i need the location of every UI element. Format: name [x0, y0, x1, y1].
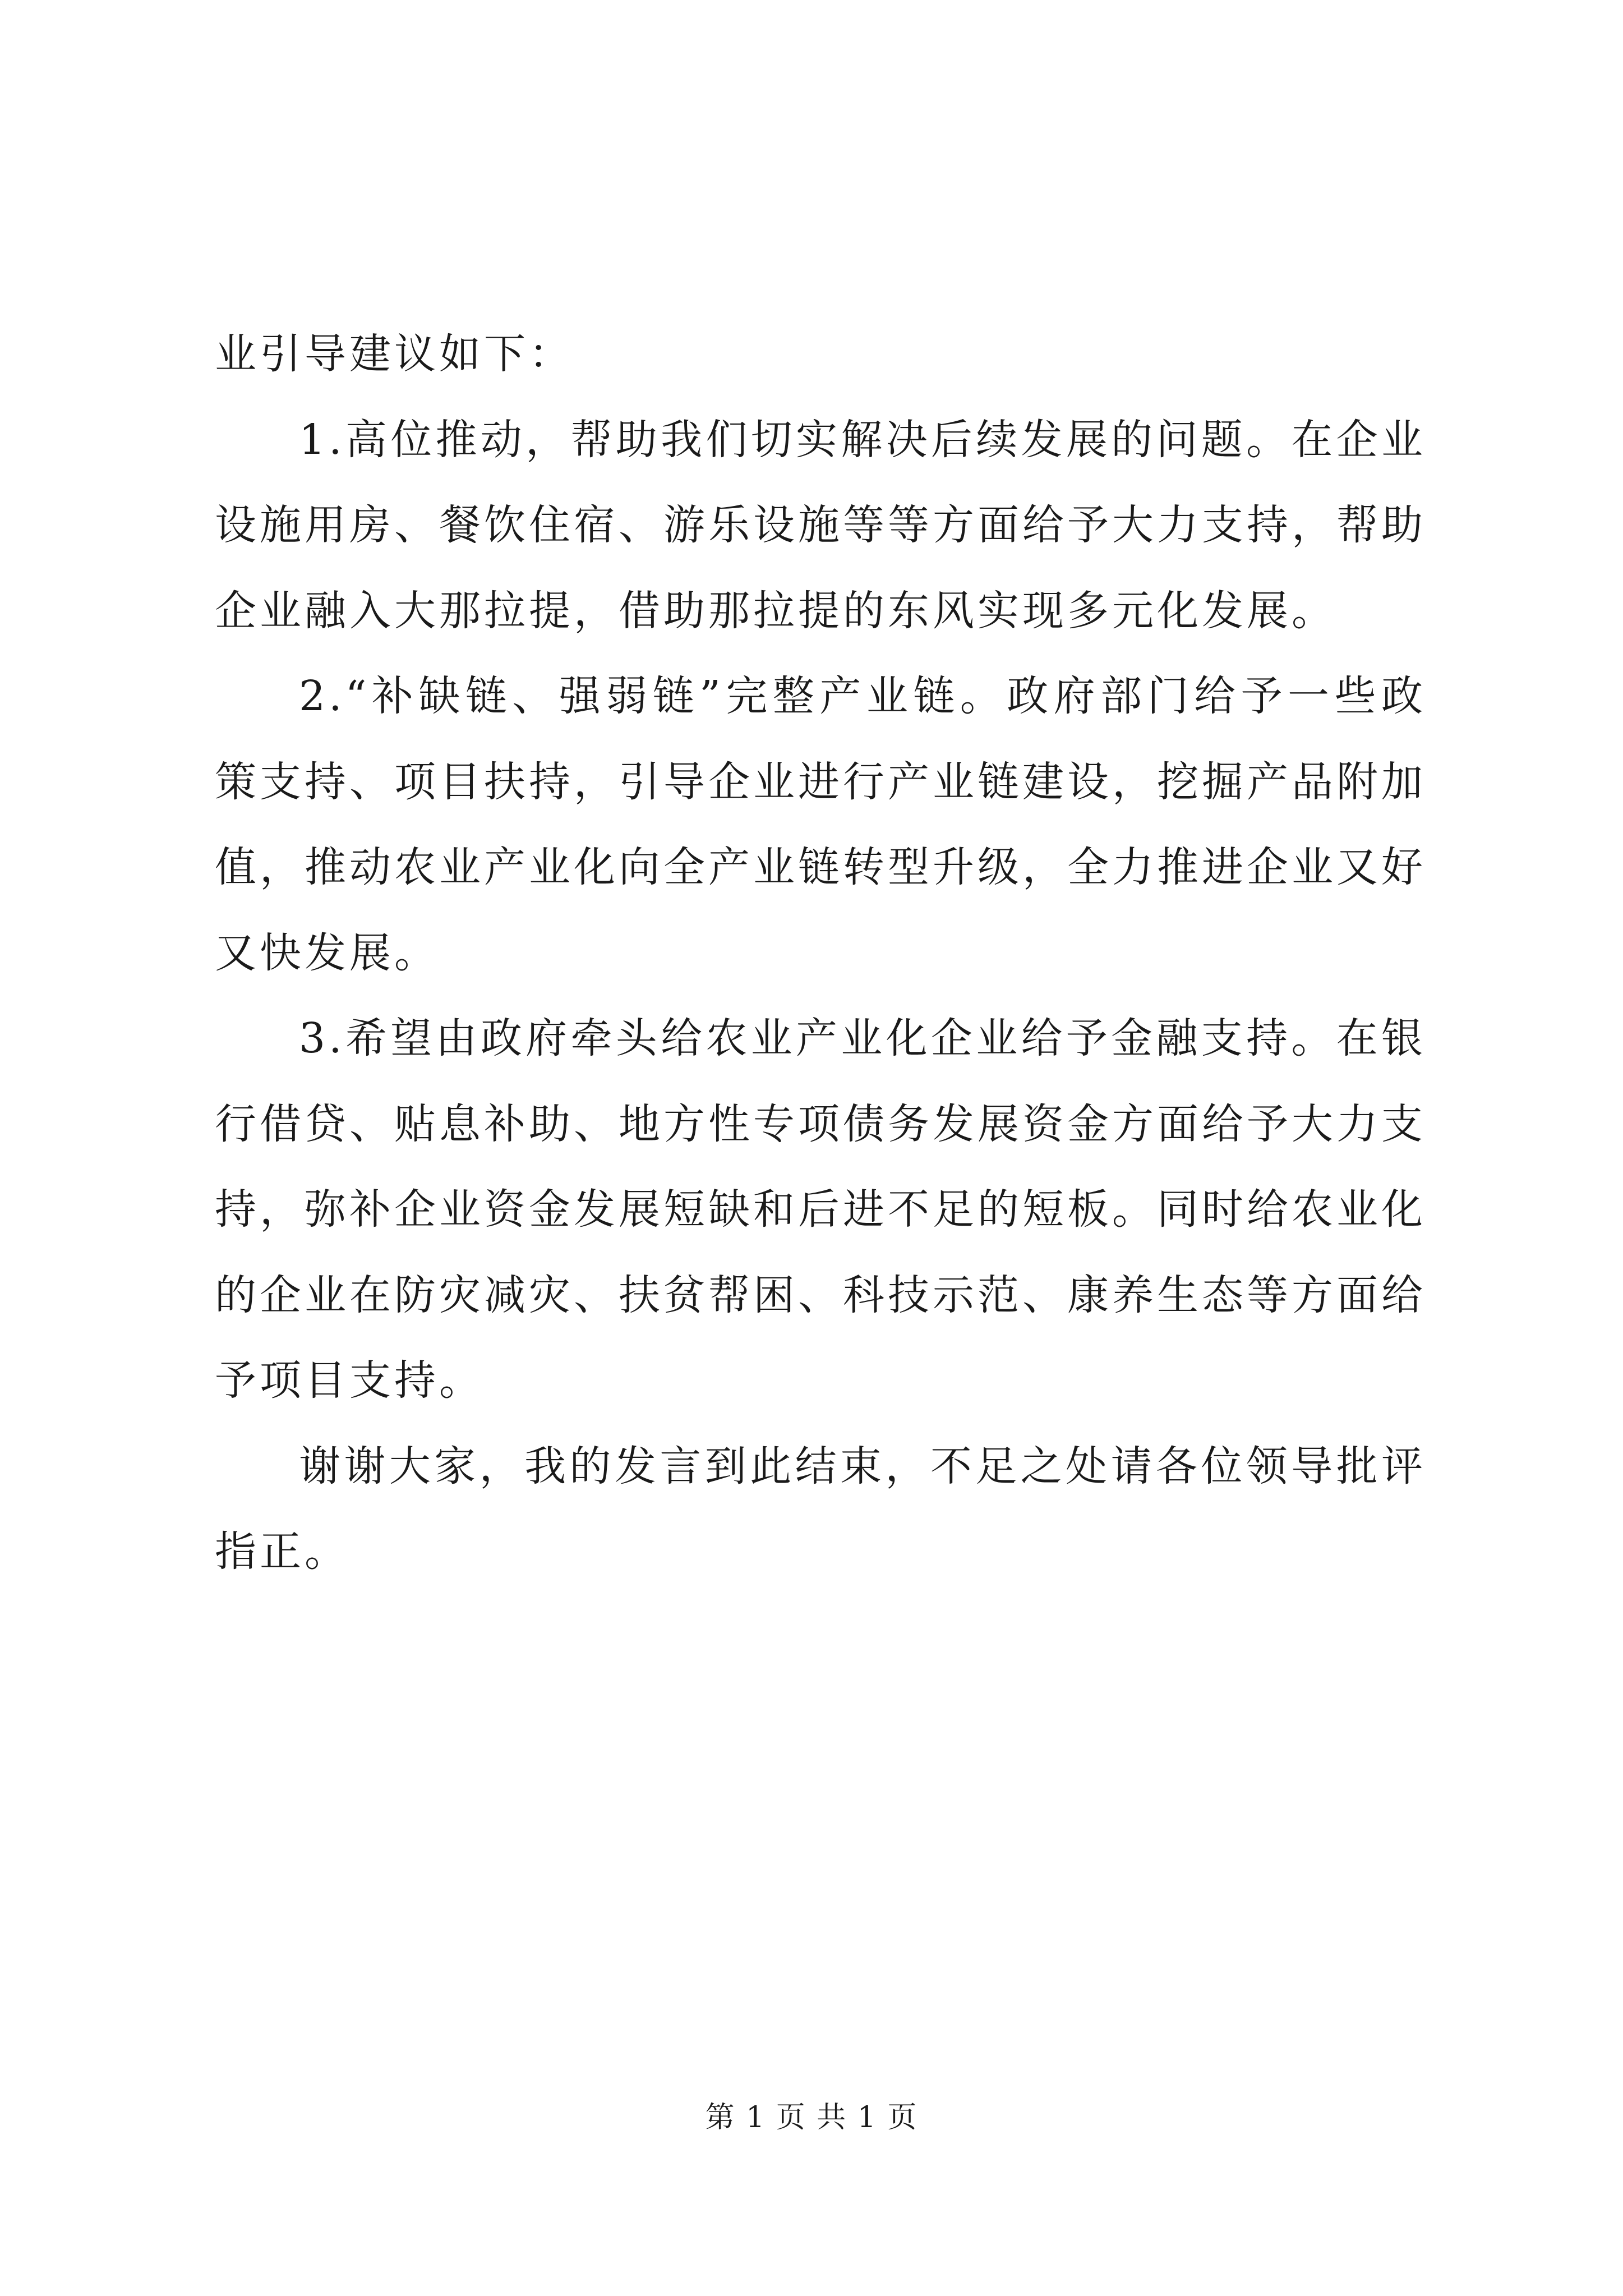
paragraph-closing: 谢谢大家，我的发言到此结束，不足之处请各位领导批评指正。 — [215, 1442, 1426, 1576]
paragraph-suggestion-2: 2.“补缺链、强弱链”完整产业链。政府部门给予一些政策支持、项目扶持，引导企业进行产业链建设，挖掘产品附加值，推动农业产业化向全产业链转型升级，全力推进企业又好又快发展。 — [215, 672, 1426, 977]
document-body — [215, 311, 1426, 1595]
page-number-footer: 第 1 页 共 1 页 — [705, 2101, 918, 2134]
paragraph-intro: 业引导建议如下： — [215, 330, 574, 378]
paragraph-suggestion-1: 1.高位推动，帮助我们切实解决后续发展的问题。在企业设施用房、餐饮住宿、游乐设施等等方面给予大力支持，帮助企业融入大那拉提，借助那拉提的东风实现多元化发展。 — [215, 415, 1426, 635]
paragraph-suggestion-3: 3.希望由政府牵头给农业产业化企业给予金融支持。在银行借贷、贴息补助、地方性专项债务发展资金方面给予大力支持，弥补企业资金发展短缺和后进不足的短板。同时给农业化的企业在防灾减灾、扶贫帮困、科技示范、康养生态等方面给予项目支持。 — [215, 1014, 1426, 1405]
